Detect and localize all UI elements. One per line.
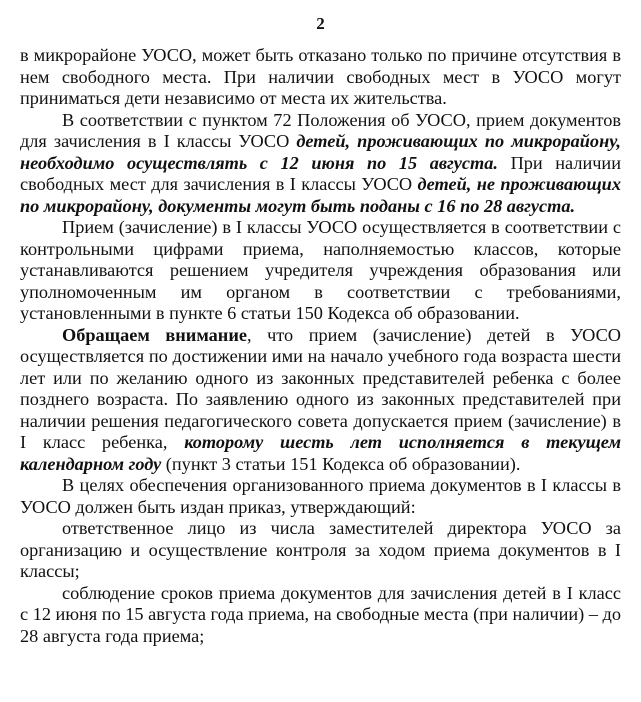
emphasis-text: которому шесть лет исполняется в текущем календарном году	[20, 432, 621, 474]
paragraph-text: ответственное лицо из числа заместителей директора УОСО за организацию и осуществление контроля за ходом приема документов в I классы;	[20, 518, 621, 581]
paragraph-text: В целях обеспечения организованного приема документов в I классы в УОСО должен быть издан приказ, утверждающий:	[20, 475, 621, 517]
page-number: 2	[316, 14, 325, 33]
paragraph-text: В соответствии с пунктом 72 Положения об УОСО, прием документов для зачисления в I классы УОСО	[20, 109, 621, 151]
paragraph-enrollment-refusal	[20, 45, 621, 110]
paragraph-responsible-person	[20, 518, 621, 583]
emphasis-text: детей, проживающих по микрорайону, необходимо осуществлять с 12 июня по 15 августа.	[20, 131, 621, 173]
paragraph-text: , что прием (зачисление) детей в УОСО осуществляется по достижении ими на начало учебного года возраста шести лет или по желанию одного из законных представителей ребенка с более позднего возраста. По заявлению одного из законных представителей при наличии решения педагогического совета допускается прием (зачисление) в I класс ребенка,	[20, 324, 621, 452]
bold-lead-text: Обращаем внимание	[62, 324, 247, 345]
paragraph-text: соблюдение сроков приема документов для зачисления детей в I класс с 12 июня по 15 августа года приема, на свободные места (при наличии) – до 28 августа года приема;	[20, 582, 621, 646]
paragraph-text: Прием (зачисление) в I классы УОСО осуществляется в соответствии с контрольными цифрами приема, наполняемостью классов, которые устанавливаются решением учредителя учреждения образования или уполномоченным им органом в соответствии с требованиями, установленными в пункте 6 статьи 150 Кодекса об образовании.	[20, 217, 621, 323]
paragraph-text: в микрорайоне УОСО, может быть отказано только по причине отсутствия в нем свободного места. При наличии свободных мест в УОСО могут приниматься дети независимо от места их жительства.	[20, 45, 621, 108]
document-body	[20, 45, 621, 647]
paragraph-admission-control	[20, 217, 621, 325]
paragraph-text: При наличии свободных мест для зачисления в I классы УОСО	[20, 152, 621, 194]
paragraph-document-dates	[20, 110, 621, 218]
paragraph-order-intro	[20, 475, 621, 518]
paragraph-text: (пункт 3 статьи 151 Кодекса об образовании).	[161, 453, 521, 474]
paragraph-attention-age	[20, 325, 621, 476]
paragraph-deadlines	[20, 583, 621, 648]
emphasis-text: детей, не проживающих по микрорайону, документы могут быть поданы с 16 по 28 августа.	[20, 174, 621, 216]
